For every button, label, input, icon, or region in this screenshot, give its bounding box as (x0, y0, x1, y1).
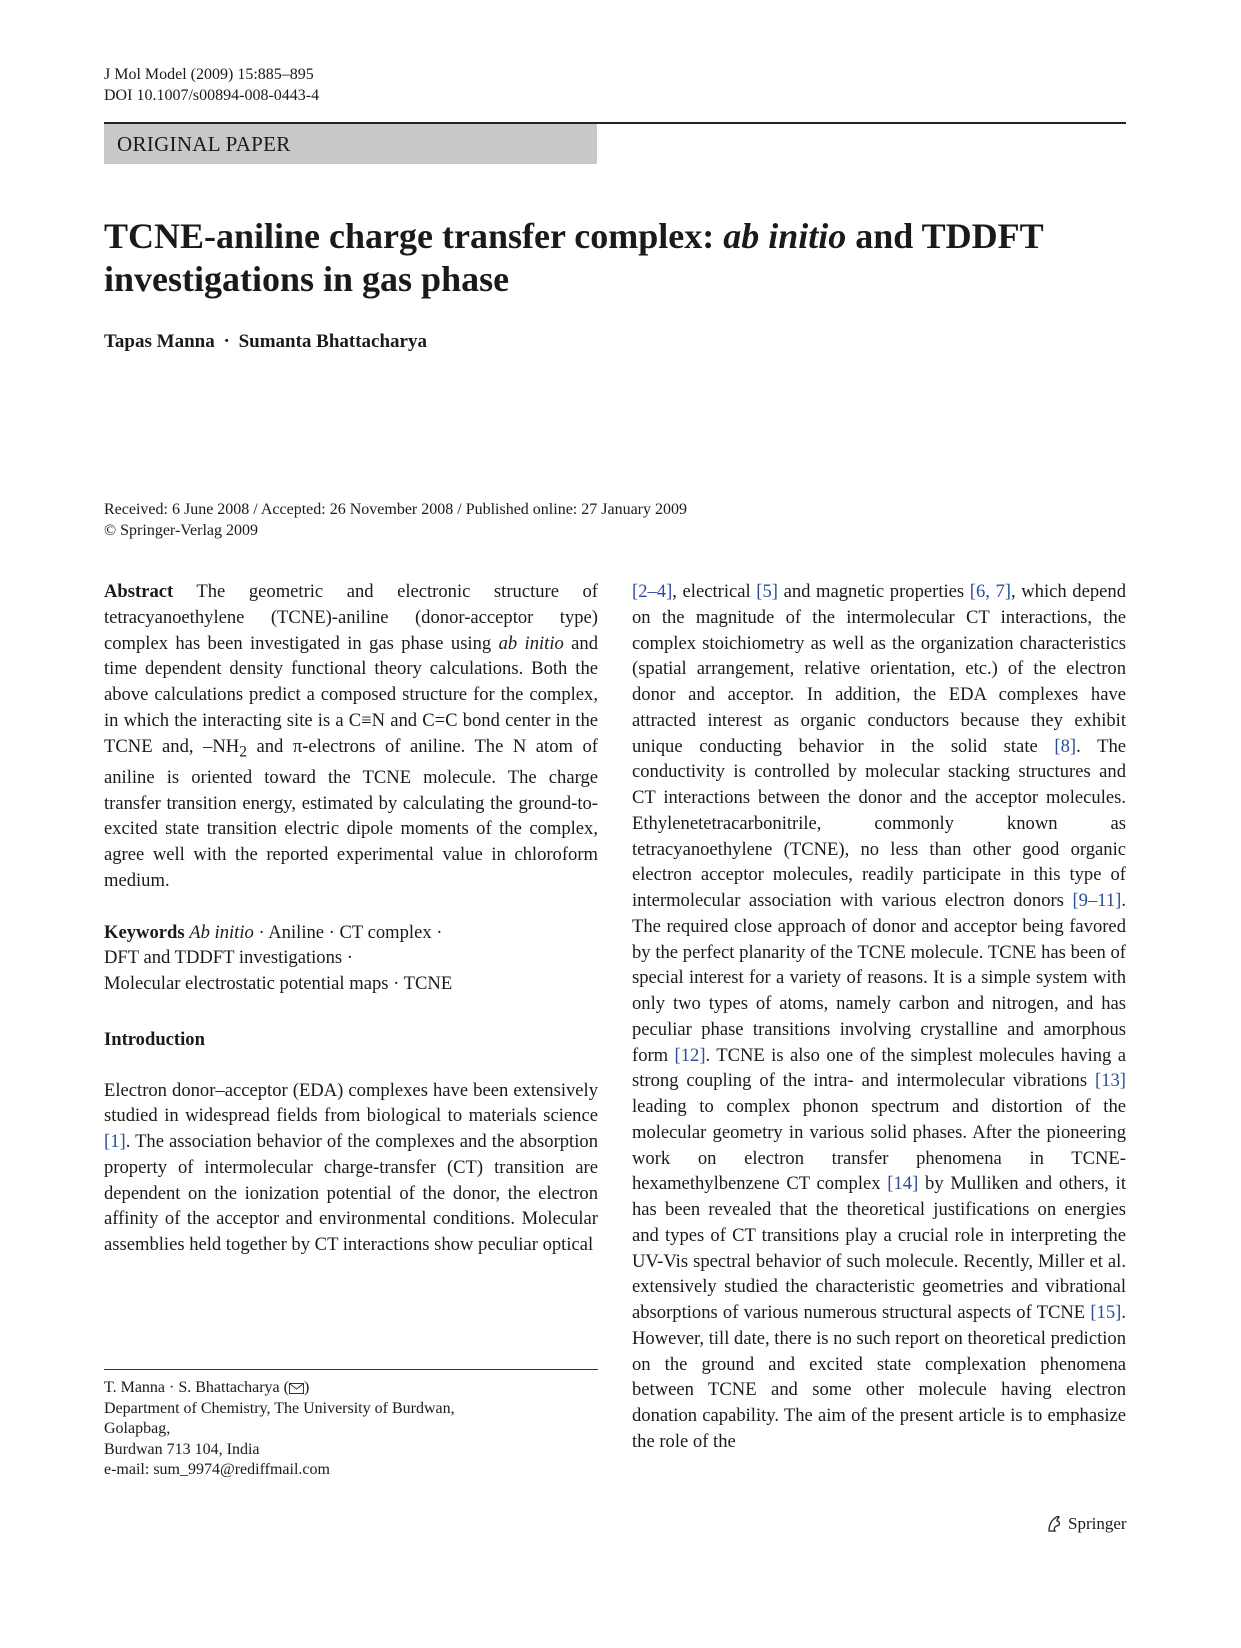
abstract (104, 579, 598, 894)
keywords-line-3: Molecular electrostatic potential maps · TCNE (104, 973, 453, 995)
rc-text-6: . TCNE is also one of the simplest molecules having a strong coupling of the intra- and intermolecular vibrations (632, 1044, 1126, 1092)
rc-text-7: leading to complex phonon spectrum and distortion of the molecular geometry in various solid phases. After the pioneering work on electron transfer phenomena in TCNE-hexamethylbenzene CT complex (632, 1096, 1126, 1195)
affiliation-names (104, 1378, 455, 1399)
affiliation-names-close: ) (303, 1379, 310, 1396)
title-part-italic: ab initio (723, 216, 847, 256)
abstract-text-2: and time dependent density functional theory calculations. Both the above calculations predict a composed structure for the complex, in which the interacting site is a C≡N and C=C bond center in the TCNE and, –NH (104, 632, 598, 757)
title-part-1: TCNE-aniline charge transfer complex: (104, 216, 724, 256)
citation-link[interactable]: [14] (887, 1173, 919, 1195)
affiliation-block (104, 1378, 455, 1481)
copyright-line: © Springer-Verlag 2009 (104, 522, 259, 539)
springer-horse-icon (1046, 1515, 1062, 1533)
publisher-logo (1046, 1514, 1127, 1534)
introduction-heading: Introduction (104, 1028, 205, 1050)
rc-text-3: , which depend on the magnitude of the intermolecular CT interactions, the complex stoichiometry as well as the organization characteristics (spatial arrangement, relative orientation, etc.) of the electron donor and acceptor. In addition, the EDA complexes have attracted interest as organic conductors because they exhibit unique conducting behavior in the solid state (632, 581, 1126, 757)
keywords-heading: Keywords (104, 921, 185, 943)
keywords-rest-1: · Aniline · CT complex · (253, 921, 443, 943)
citation-link[interactable]: [12] (674, 1044, 706, 1066)
right-column (632, 579, 1126, 1455)
citation-link[interactable]: [5] (756, 581, 778, 602)
affiliation-names-text: T. Manna · S. Bhattacharya ( (104, 1379, 289, 1396)
rc-text-9: . However, till date, there is no such report on theoretical prediction on the ground and excited state complexation phenomena between TCNE and some other molecule having electron donation capability. The aim of the present article is to emphasize the role of the (632, 1302, 1126, 1452)
abstract-text-3: and π-electrons of aniline. The N atom of aniline is oriented toward the TCNE molecule. The charge transfer transition energy, estimated by calculating the ground-to-excited state transition electric dipole moments of the complex, agree well with the reported experimental value in chloroform medium. (104, 735, 598, 891)
rc-text-4: . The conductivity is controlled by molecular stacking structures and CT interactions between the donor and the acceptor molecules. Ethylenetetracarbonitrile, commonly known as tetracyanoethylene (TCNE), no less than other good organic electron acceptor molecules, readily participate in this type of intermolecular association with various electron donors (632, 735, 1126, 911)
intro-text-1: Electron donor–acceptor (EDA) complexes have been extensively studied in widespread fields from biological to materials science (104, 1079, 598, 1127)
author-separator: · (223, 331, 230, 352)
dates-line: Received: 6 June 2008 / Accepted: 26 November 2008 / Published online: 27 January 2009 (104, 501, 687, 518)
abstract-text-1: The geometric and electronic structure of tetracyanoethylene (TCNE)-aniline (donor-acceptor type) complex has been investigated in gas phase using (104, 581, 598, 654)
rc-text-2: and magnetic properties (777, 581, 970, 602)
rc-text-8: by Mulliken and others, it has been revealed that the theoretical justifications on energies and types of CT transitions play a crucial role in interpreting the UV-Vis spectral behavior of such molecule. Recently, Miller et al. extensively studied the characteristic geometries and vibrational absorptions of various numerous structural aspects of TCNE (632, 1173, 1126, 1323)
footnote-rule (104, 1369, 598, 1370)
abstract-heading: Abstract (104, 581, 174, 602)
citation-link[interactable]: [8] (1054, 735, 1077, 757)
publisher-name: Springer (1068, 1514, 1127, 1533)
journal-citation: J Mol Model (2009) 15:885–895 (104, 66, 314, 83)
citation-link[interactable]: [13] (1095, 1070, 1126, 1092)
author-1[interactable]: Tapas Manna (104, 331, 215, 352)
affiliation-city: Burdwan 713 104, India (104, 1440, 260, 1458)
section-label-box (104, 124, 597, 164)
journal-reference (104, 64, 319, 106)
affiliation-dept: Department of Chemistry, The University of Burdwan, (104, 1399, 455, 1417)
abstract-subscript: 2 (239, 743, 247, 761)
keywords (104, 920, 598, 997)
affiliation-place: Golapbag, (104, 1420, 171, 1437)
rc-text-1: , electrical (672, 581, 757, 602)
authors (104, 331, 427, 353)
left-column (104, 579, 598, 1258)
citation-link[interactable]: [1] (104, 1131, 126, 1153)
intro-text-2: . The association behavior of the complexes and the absorption property of intermolecular charge-transfer (CT) transition are dependent on the ionization potential of the donor, the electron affinity of the acceptor and environmental conditions. Molecular assemblies held together by CT interactions show peculiar optical (104, 1131, 598, 1256)
introduction-paragraph (104, 1078, 598, 1258)
citation-link[interactable]: [15] (1090, 1302, 1122, 1323)
envelope-icon[interactable] (289, 1383, 304, 1394)
citation-link[interactable]: [2–4] (632, 581, 673, 602)
keyword-1: Ab initio (189, 921, 254, 943)
affiliation-email[interactable]: e-mail: sum_9974@rediffmail.com (104, 1461, 330, 1478)
keywords-line-2: DFT and TDDFT investigations · (104, 947, 353, 969)
author-2[interactable]: Sumanta Bhattacharya (238, 331, 427, 352)
section-label: ORIGINAL PAPER (117, 132, 291, 156)
citation-link[interactable]: [9–11] (1072, 890, 1122, 911)
citation-link[interactable]: [6, 7] (969, 581, 1011, 602)
right-column-paragraph (632, 579, 1126, 1455)
rc-text-5: . The required close approach of donor and acceptor being favored by the perfect planarity of the TCNE molecule. TCNE has been of special interest for a variety of reasons. It is a simple system with only two types of atoms, namely carbon and nitrogen, and has peculiar phase transitions involving crystalline and amorphous form (632, 890, 1126, 1066)
title-part-3: and TDDFT investigations in gas phase (104, 216, 1044, 299)
paper-title (104, 215, 1134, 301)
publication-dates (104, 499, 687, 541)
abstract-italic-1: ab initio (498, 632, 564, 654)
journal-doi[interactable]: DOI 10.1007/s00894-008-0443-4 (104, 87, 320, 104)
